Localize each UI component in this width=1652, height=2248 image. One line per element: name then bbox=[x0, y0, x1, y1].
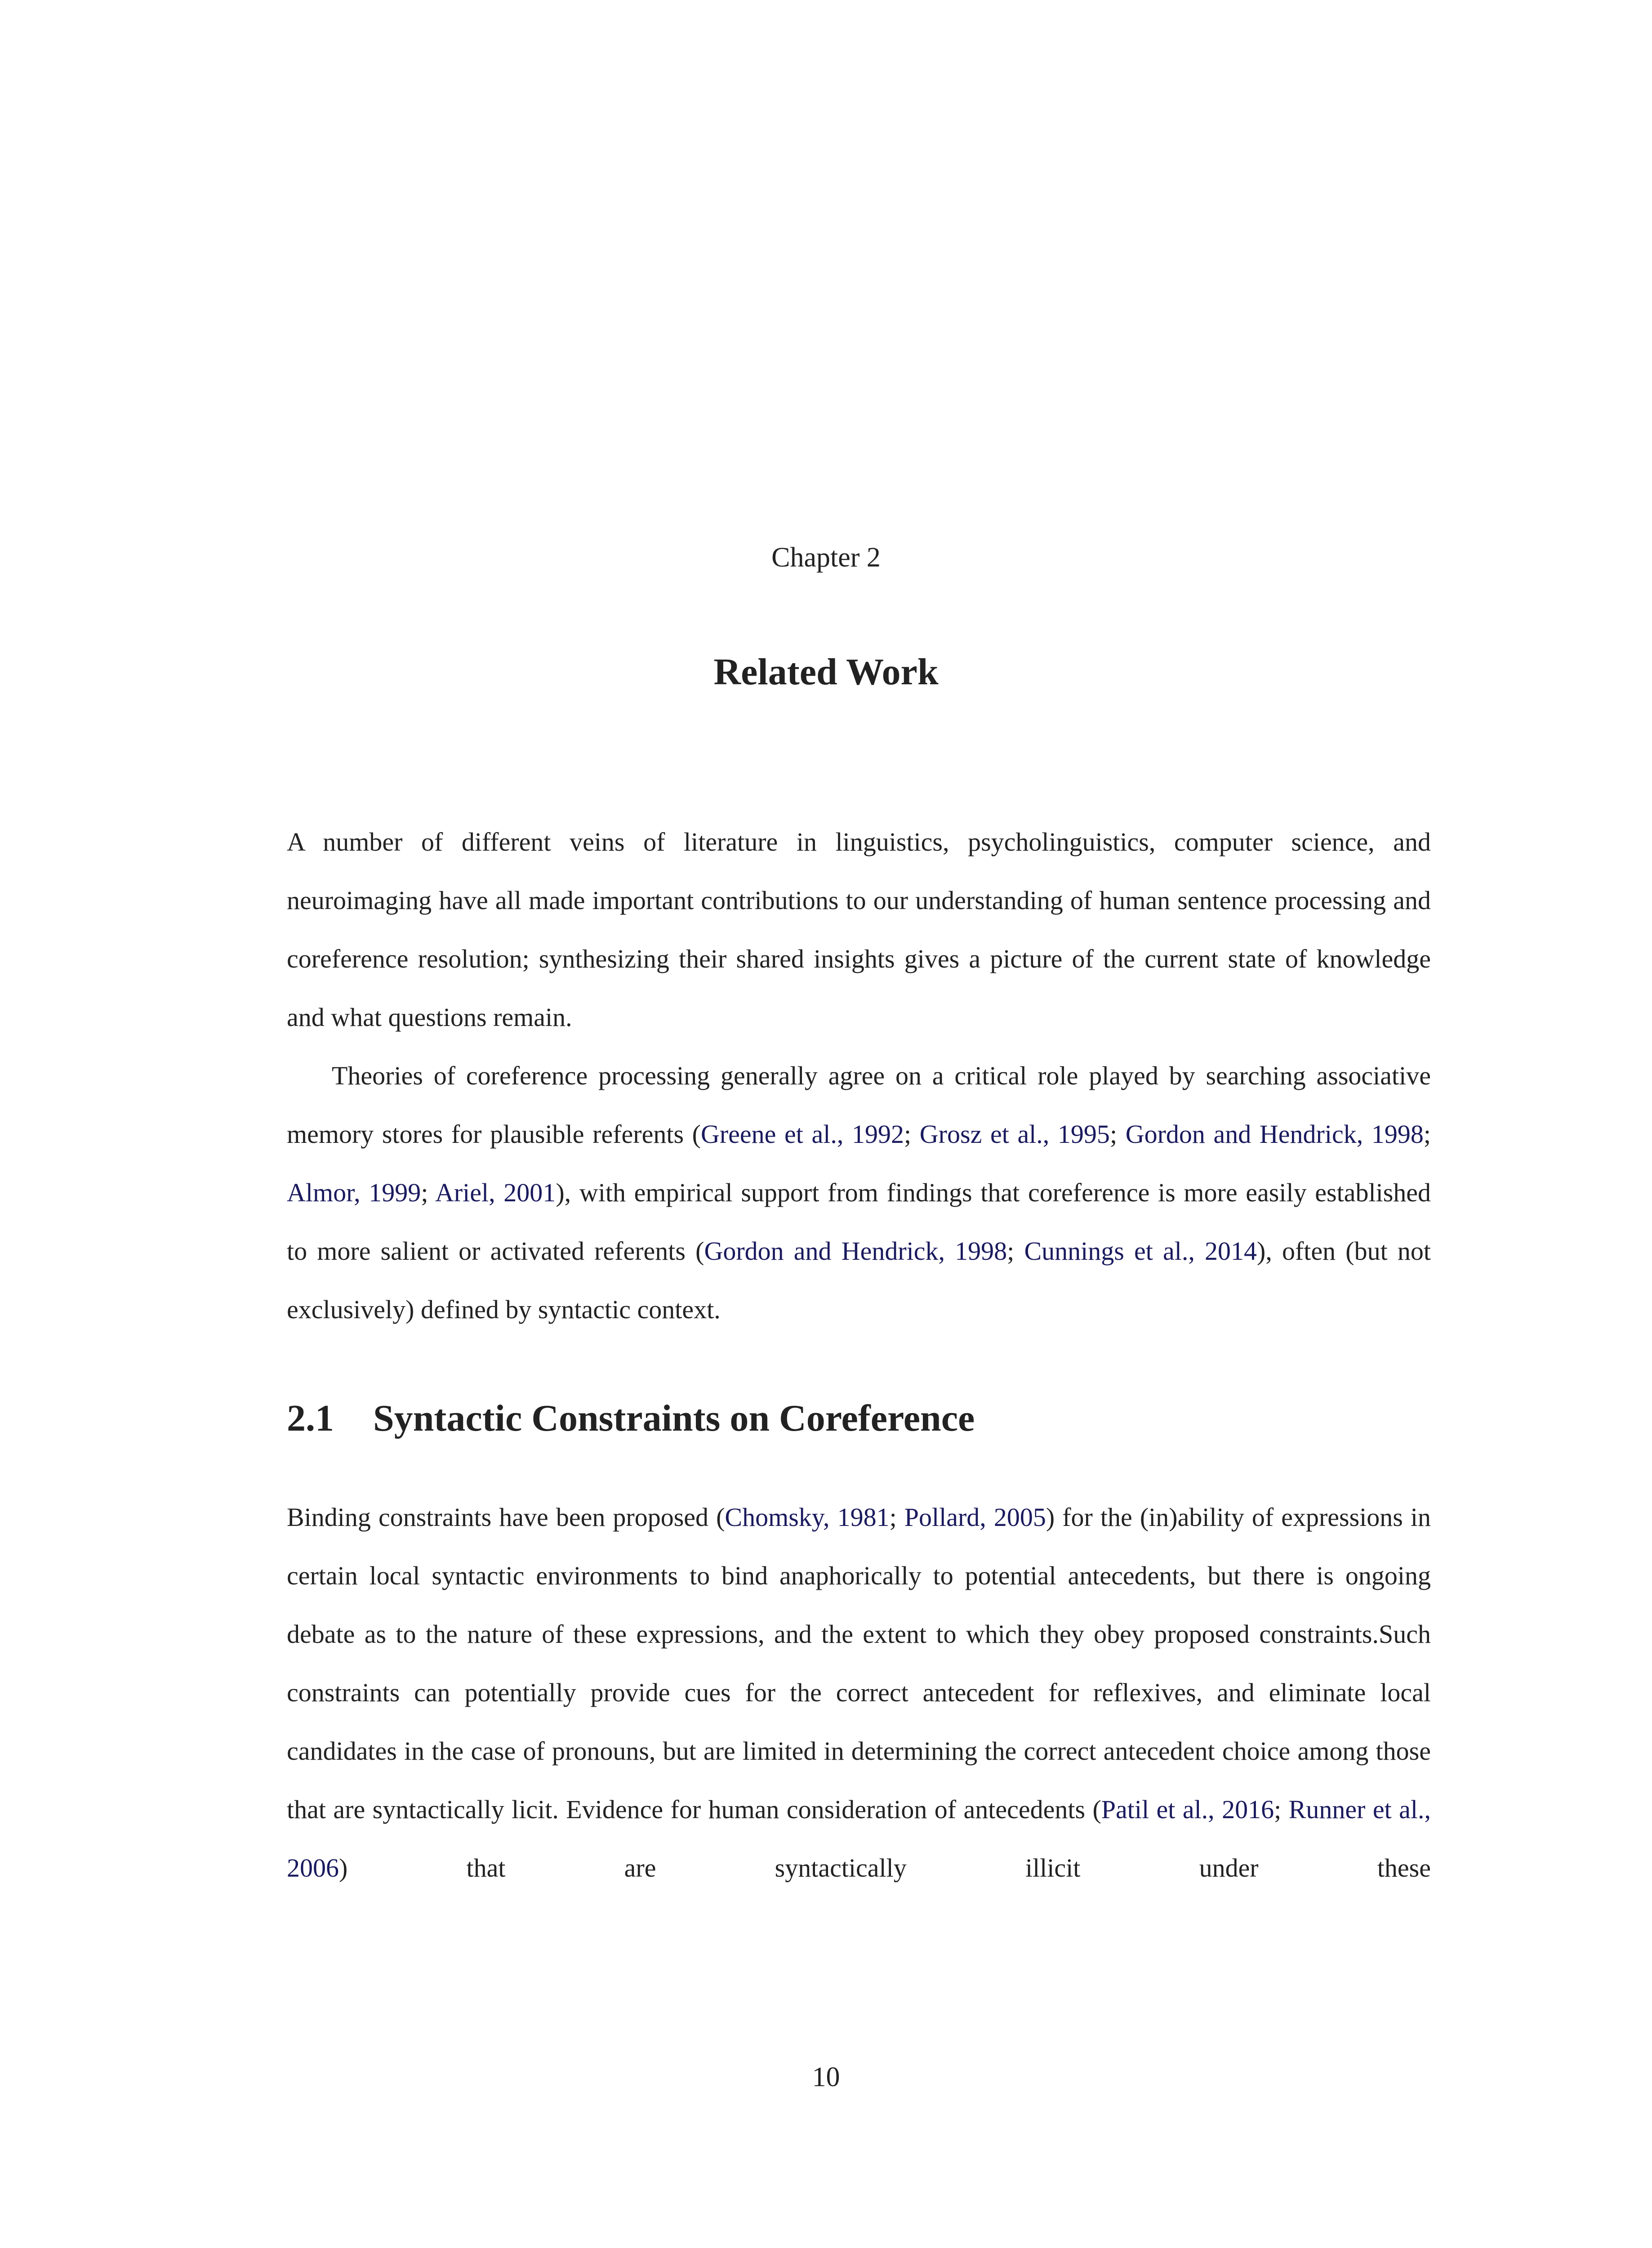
section-heading bbox=[287, 1394, 975, 1443]
citation-separator: ; bbox=[904, 1120, 920, 1149]
citation-link[interactable]: Greene et al., 1992 bbox=[700, 1120, 904, 1149]
section-paragraph-1-text bbox=[287, 1488, 1431, 1897]
text-run: ), often (but not exclusively) defined by syntactic context. bbox=[287, 1236, 1431, 1324]
text-run: ) that are syntactically illicit under these bbox=[339, 1853, 1431, 1882]
citation-separator: ; bbox=[889, 1503, 904, 1532]
citation-link[interactable]: Patil et al., 2016 bbox=[1101, 1795, 1274, 1824]
citation-link[interactable]: Chomsky, 1981 bbox=[725, 1503, 890, 1532]
text-run: ) for the (in)ability of expressions in certain local syntactic environments to bind anaphorically to potential antecedents, but there is ongoing debate as to the nature of these expressions, and the extent to which they obey proposed constraints.Such constraints can potentially provide cues for the correct antecedent for reflexives, and eliminate local candidates in the case of pronouns, but are limited in determining the correct antecedent choice among those that are syntactically licit. Evidence for human consideration of antecedents ( bbox=[287, 1503, 1431, 1824]
citation-separator: ; bbox=[1274, 1795, 1289, 1824]
citation-separator: ; bbox=[1423, 1120, 1431, 1149]
citation-separator: ; bbox=[1007, 1236, 1024, 1266]
intro-paragraph-2 bbox=[287, 1047, 1431, 1339]
text-run: ), with empirical support from findings that coreference is more easily established to more salient or activated referents ( bbox=[287, 1178, 1431, 1266]
page-number: 10 bbox=[812, 2062, 840, 2092]
text-run: Binding constraints have been proposed ( bbox=[287, 1503, 725, 1532]
citation-link[interactable]: Pollard, 2005 bbox=[904, 1503, 1046, 1532]
section-paragraph-1 bbox=[287, 1488, 1431, 1897]
chapter-label: Chapter 2 bbox=[771, 542, 881, 573]
text-run: Theories of coreference processing generally agree on a critical role played by searching associative memory stores for plausible referents ( bbox=[287, 1061, 1431, 1149]
chapter-title: Related Work bbox=[713, 651, 939, 693]
citation-link[interactable]: Gordon and Hendrick, 1998 bbox=[704, 1236, 1007, 1266]
citation-link[interactable]: Grosz et al., 1995 bbox=[919, 1120, 1110, 1149]
intro-paragraph-2-text bbox=[287, 1047, 1431, 1339]
section-title: Syntactic Constraints on Coreference bbox=[373, 1397, 975, 1439]
citation-link[interactable]: Cunnings et al., 2014 bbox=[1024, 1236, 1257, 1266]
citation-link[interactable]: Gordon and Hendrick, 1998 bbox=[1125, 1120, 1424, 1149]
intro-paragraph-1 bbox=[287, 813, 1431, 1047]
citation-link[interactable]: Almor, 1999 bbox=[287, 1178, 421, 1207]
citation-link[interactable]: Ariel, 2001 bbox=[435, 1178, 556, 1207]
citation-separator: ; bbox=[1109, 1120, 1126, 1149]
intro-paragraph-1-text: A number of different veins of literature in linguistics, psycholinguistics, computer science, and neuroimaging have all made important contributions to our understanding of human sentence processing and coreference resolution; synthesizing their shared insights gives a picture of the current state of knowledge and what questions remain. bbox=[287, 827, 1431, 1032]
citation-link[interactable]: Runner et al., 2006 bbox=[287, 1795, 1431, 1882]
section-number: 2.1 bbox=[287, 1397, 334, 1439]
citation-separator: ; bbox=[421, 1178, 435, 1207]
